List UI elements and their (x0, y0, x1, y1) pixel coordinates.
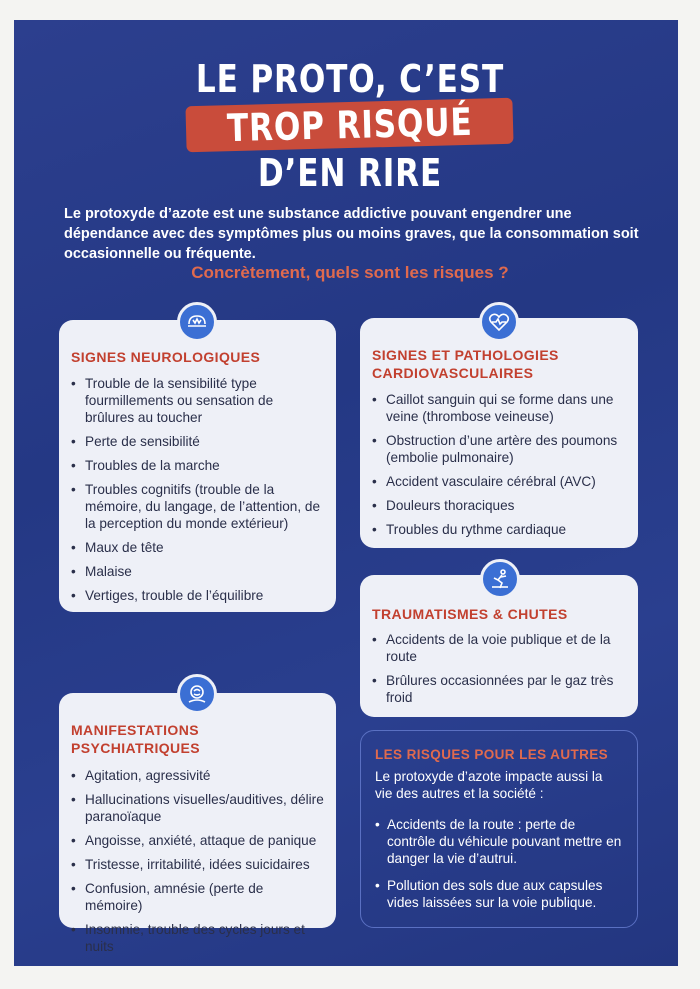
list-item: • Agitation, agressivité (71, 767, 324, 784)
list-item: • Troubles cognitifs (trouble de la mémoire, du langage, de l’attention, de la perception du monde extérieur) (71, 481, 324, 532)
list-item: • Tristesse, irritabilité, idées suicidaires (71, 856, 324, 873)
list-item: • Pollution des sols due aux capsules vides laissées sur la voie publique. (375, 877, 623, 911)
list-item: • Caillot sanguin qui se forme dans une veine (thrombose veineuse) (372, 391, 626, 425)
card-risques-autres (360, 730, 638, 928)
card-title-line-1: SIGNES ET PATHOLOGIES (372, 347, 559, 363)
cardio-list (372, 391, 626, 538)
card-title: LES RISQUES POUR LES AUTRES (375, 747, 609, 762)
intro-text: Le protoxyde d’azote est une substance addictive pouvant engendrer une dépendance avec des symptômes plus ou moins graves, que la consommation soit occasionnelle ou fréquente. (64, 206, 639, 262)
heart-pulse-icon (479, 302, 519, 342)
card-cardiovasculaires (360, 318, 638, 548)
trauma-list (372, 631, 626, 706)
list-item: • Accidents de la route : perte de contrôle du véhicule pouvant mettre en danger la vie d’autrui. (375, 816, 623, 867)
list-item: • Accidents de la voie publique et de la route (372, 631, 626, 665)
title-line-1: LE PROTO, C’EST (195, 57, 505, 101)
list-item: • Malaise (71, 563, 324, 580)
list-item: • Angoisse, anxiété, attaque de panique (71, 832, 324, 849)
falling-person-icon (480, 559, 520, 599)
list-item: • Confusion, amnésie (perte de mémoire) (71, 880, 324, 914)
card-text: Le protoxyde d’azote impacte aussi la vie des autres et la société : (375, 769, 603, 801)
list-item: • Accident vasculaire cérébral (AVC) (372, 473, 626, 490)
title-highlight (186, 98, 515, 153)
list-item: • Troubles de la marche (71, 457, 324, 474)
list-item: • Brûlures occasionnées par le gaz très froid (372, 672, 626, 706)
list-item: • Maux de tête (71, 539, 324, 556)
list-item: • Perte de sensibilité (71, 433, 324, 450)
title-line-3: D’EN RIRE (257, 151, 443, 195)
section-question: Concrètement, quels sont les risques ? (191, 263, 509, 282)
list-item: • Insomnie, trouble des cycles jours et nuits (71, 921, 324, 955)
neuro-list (71, 375, 324, 604)
brain-head-icon (177, 674, 217, 714)
list-item: • Obstruction d’une artère des poumons (embolie pulmonaire) (372, 432, 626, 466)
title-line-2: TROP RISQUÉ (226, 99, 474, 151)
card-title: TRAUMATISMES & CHUTES (372, 606, 568, 622)
others-list (375, 816, 623, 911)
card-title: SIGNES NEUROLOGIQUES (71, 349, 261, 365)
card-psychiatriques (59, 693, 336, 954)
list-item: • Hallucinations visuelles/auditives, délire paranoïaque (71, 791, 324, 825)
psych-list (71, 767, 324, 955)
list-item: • Troubles du rythme cardiaque (372, 521, 626, 538)
list-item: • Trouble de la sensibilité type fourmillements ou sensation de brûlures au toucher (71, 375, 324, 426)
card-title: MANIFESTATIONS PSYCHIATRIQUES (71, 722, 201, 756)
card-neurologiques (59, 320, 336, 612)
card-title-line-2: CARDIOVASCULAIRES (372, 365, 534, 381)
poster-title (0, 56, 700, 196)
list-item: • Vertiges, trouble de l’équilibre (71, 587, 324, 604)
brain-hand-icon (177, 302, 217, 342)
list-item: • Douleurs thoraciques (372, 497, 626, 514)
